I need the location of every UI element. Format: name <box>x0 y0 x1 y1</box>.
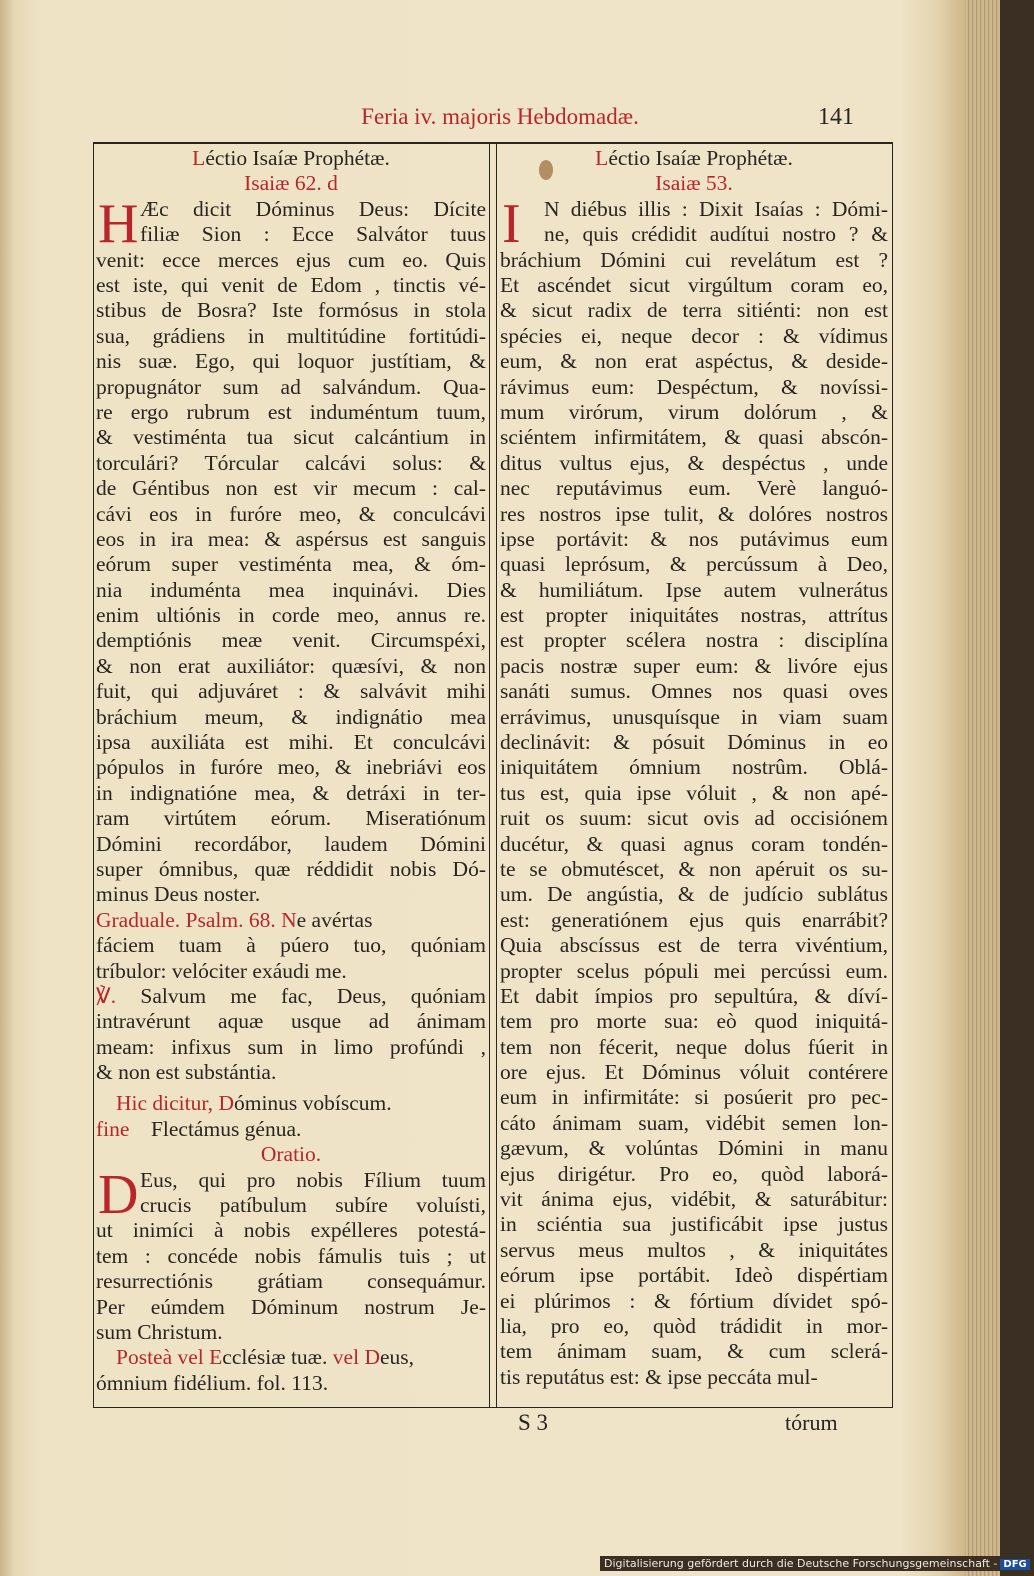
catchword: tórum <box>785 1410 838 1435</box>
lesson-heading-text: éctio Isaíæ Prophétæ. <box>608 146 793 170</box>
left-lines <box>96 192 486 908</box>
lesson-body-right <box>500 192 888 1390</box>
page-edge <box>965 0 1000 1576</box>
rubric-fine-line <box>96 1117 486 1142</box>
versicle-line: intravérunt aquæ usque ad ánimam <box>96 1009 486 1034</box>
digitization-note <box>600 1556 1034 1571</box>
text-line: eum, & non erat aspéctus, & deside- <box>500 349 888 374</box>
text-line: & non erat auxiliátor: quæsívi, & non <box>96 653 486 678</box>
versicle-symbol: ℣. <box>96 983 117 1008</box>
text-line: ipsa auxiliáta est mihi. Et conculcávi <box>96 730 486 755</box>
lesson-initial: L <box>192 146 206 170</box>
lesson-heading-text: éctio Isaíæ Prophétæ. <box>205 146 390 170</box>
text-line: fuit, qui adjuváret : & salvávit mihi <box>96 679 486 704</box>
text-line: sanáti sumus. Omnes nos quasi oves <box>500 679 888 704</box>
text-line: ruit os suum: sicut ovis ad occisiónem <box>500 806 888 831</box>
text-line: declinávit: & pósuit Dóminus in eo <box>500 730 888 755</box>
text-line: Per eúmdem Dóminum nostrum Je- <box>96 1294 486 1319</box>
text-line: quasi leprósum, & percússum à Deo, <box>500 552 888 577</box>
text-line: est propter iniquitátes nostras, attrítus <box>500 603 888 628</box>
text-line: sum Christum. <box>96 1320 223 1345</box>
text-line: ipse portávit: & nos putávimus eum <box>500 526 888 551</box>
rubric-fine-text: Flectámus génua. <box>150 1116 302 1141</box>
graduale-line: tríbulor: velóciter exáudi me. <box>96 958 347 983</box>
right-column <box>500 146 888 1390</box>
text-line: lia, pro eo, quòd trádidit in mor- <box>500 1314 888 1338</box>
text-line: propugnátor sum ad salvándum. Qua- <box>96 374 486 399</box>
column-divider <box>489 142 497 1407</box>
text-line: Eus, qui pro nobis Fílium tuum <box>140 1167 486 1192</box>
text-line: est iste, qui venit de Edom , tinctis vé- <box>96 272 486 297</box>
text-line: eórum super vestiménta mea, & óm- <box>96 552 486 577</box>
text-line: pópulos in furóre meo, & inebriávi eos <box>96 755 486 780</box>
dropcap-letter: H <box>98 192 139 255</box>
text-line: ditus vultus ejus, & despéctus , unde <box>500 450 888 475</box>
text-line: propter scelus pópuli mei percússi eum. <box>500 958 888 983</box>
rubric-hic-text: óminus vobíscum. <box>233 1091 392 1116</box>
postea-text-2: eus, <box>379 1345 415 1370</box>
text-line: Et ascéndet sicut virgúltum coram eo, <box>500 272 888 297</box>
text-line: de Géntibus non est vir mecum : cal- <box>96 476 486 501</box>
postea-label: Posteà vel <box>116 1345 204 1370</box>
lesson-reference-left: Isaiæ 62. d <box>244 171 338 196</box>
text-line: sua, grádiens in multitúdine fortitúdi- <box>96 323 486 348</box>
text-line: ut inimíci à nobis expélleres potestá- <box>96 1218 486 1243</box>
text-line: mum virórum, virum dolórum , & <box>500 399 888 424</box>
oratio-heading: Oratio. <box>260 1142 322 1167</box>
versicle-line: & non est substántia. <box>96 1060 277 1085</box>
text-line: re ergo rubrum est induméntum tuum, <box>96 399 486 424</box>
text-line: ne, quis crédidit audítui nostro ? & <box>544 222 888 247</box>
text-line: tis reputátus est: & ipse peccáta mul- <box>500 1364 818 1389</box>
text-line: venit: ecce merces ejus cum eo. Quis <box>96 247 486 272</box>
rubric-hic-line <box>96 1091 486 1116</box>
text-line: & humiliátum. Ipse autem vulnerátus <box>500 577 888 602</box>
oratio-body <box>96 1163 486 1346</box>
text-line: demptiónis meæ venit. Circumspéxi, <box>96 628 486 653</box>
signature-mark: S 3 <box>518 1410 549 1435</box>
dfg-logo: DFG <box>1000 1559 1029 1570</box>
text-line: errávimus, unusquísque in viam suam <box>500 704 888 729</box>
lesson-heading-right <box>500 146 888 171</box>
text-line: iniquitátem ómnium nostrûm. Oblá- <box>500 755 888 780</box>
text-line: minus Deus noster. <box>96 882 261 907</box>
text-line: filiæ Sion : Ecce Salvátor tuus <box>140 222 486 247</box>
text-line: rávimus eum: Despéctum, & novíssi- <box>500 374 888 399</box>
graduale-line: fáciem tuam à púero tuo, quóniam <box>96 933 486 958</box>
text-line: super ómnibus, quæ réddidit nobis Dó- <box>96 856 486 881</box>
text-line: tem pro morte sua: eò quod iniquitá- <box>500 1009 888 1034</box>
text-line: crucis patíbulum subíre voluísti, <box>140 1193 486 1218</box>
text-line: cáto ánimam suam, vidébit semen lon- <box>500 1110 888 1135</box>
text-line: stibus de Bosra? Iste formósus in stola <box>96 298 486 323</box>
graduale-line <box>96 908 486 933</box>
text-line: nia induménta mea inquinávi. Dies <box>96 577 486 602</box>
text-line: enim ultiónis in corde meo, annus re. <box>96 603 486 628</box>
postea-initial-d: D <box>364 1345 380 1370</box>
text-line: res nostros ipse tulit, & dolóres nostros <box>500 501 888 526</box>
postea-vel: vel <box>332 1345 360 1370</box>
digitization-text: Digitalisierung gefördert durch die Deutsche Forschungsgemeinschaft - <box>604 1557 998 1570</box>
postea-line-2: ómnium fidélium. fol. 113. <box>96 1370 329 1395</box>
postea-line <box>96 1345 486 1370</box>
text-line: & sicut radix de terra sitiénti: non est <box>500 298 888 323</box>
text-line: bráchium Dómini cui revelátum est ? <box>500 247 888 272</box>
lesson-body-left <box>96 192 486 908</box>
text-line: N diébus illis : Dixit Isaías : Dómi- <box>544 196 888 221</box>
text-line: pacis nostræ super eum: & livóre ejus <box>500 653 888 678</box>
page-number: 141 <box>818 104 854 130</box>
text-line: servus meus multos , & iniquitátes <box>500 1237 888 1262</box>
text-line: tem ánimam suam, & cum sclerá- <box>500 1339 888 1364</box>
rubric-fine: fine <box>96 1116 130 1141</box>
text-line: eórum ipse portábit. Ideò dispértiam <box>500 1263 888 1288</box>
dropcap-letter: I <box>502 192 521 255</box>
graduale-initial: N <box>281 907 297 932</box>
text-line: est: generatiónem ejus quis enarrábit? <box>500 907 888 932</box>
versicle-text: Salvum me fac, Deus, quóniam <box>140 983 487 1008</box>
text-line: Quia abscíssus est de terra vivéntium, <box>500 933 888 958</box>
text-line: um. De angústia, & de judício sublátus <box>500 882 888 907</box>
left-column <box>96 146 486 1396</box>
text-line: eos in ira mea: & aspérsus est sanguis <box>96 526 486 551</box>
text-line: ei plúrimos : & fórtium dívidet spó- <box>500 1288 888 1313</box>
text-line: vit ánima ejus, vidébit, & saturábitur: <box>500 1187 888 1212</box>
text-line: est propter scélera nostra : disciplína <box>500 628 888 653</box>
text-line: in indignatióne mea, & detráxi in ter- <box>96 780 486 805</box>
text-line: tem non fécerit, neque dolus fúerit in <box>500 1034 888 1059</box>
oratio-dropcap: D <box>98 1163 139 1226</box>
running-head: Feria iv. majoris Hebdomadæ. <box>361 104 639 129</box>
oratio-lines <box>96 1163 486 1346</box>
text-line: bráchium meum, & indignátio mea <box>96 704 486 729</box>
text-line: ram virtútem eórum. Miseratiónum <box>96 806 486 831</box>
text-line: eum in infirmitáte: si posúerit pro pec- <box>500 1085 888 1110</box>
text-line: Dómini recordábor, laudem Dómini <box>96 831 486 856</box>
versicle-line <box>96 984 486 1009</box>
text-line: tus est, quia ipse vóluit , & non apé- <box>500 780 888 805</box>
text-line: ore ejus. Et Dóminus vóluit contérere <box>500 1060 888 1085</box>
text-line: ejus dirigétur. Pro eo, quòd laborá- <box>500 1161 888 1186</box>
text-line: & vestiménta tua sicut calcántium in <box>96 425 486 450</box>
text-line: spécies ei, neque decor : & vídimus <box>500 323 888 348</box>
text-line: sciéntem infirmitátem, & quasi abscón- <box>500 425 888 450</box>
lesson-initial: L <box>595 146 609 170</box>
text-line: te se obmutéscet, & non apéruit os su- <box>500 856 888 881</box>
rubric-hic-initial: D <box>218 1091 234 1116</box>
text-line: Et dabit ímpios pro sepultúra, & díví- <box>500 983 888 1008</box>
versicle-line: meam: infixus sum in limo profúndi , <box>96 1034 486 1059</box>
text-line: torculári? Tórcular calcávi solus: & <box>96 450 486 475</box>
lesson-heading-left <box>96 146 486 171</box>
text-line: gævum, & volúntas Dómini in manu <box>500 1136 888 1161</box>
text-line: ducétur, & quasi agnus coram tondén- <box>500 831 888 856</box>
text-line: Æc dicit Dóminus Deus: Dícite <box>140 196 486 221</box>
text-line: in sciéntia sua justificábit ipse justus <box>500 1212 888 1237</box>
graduale-first: e avértas <box>296 907 373 932</box>
lesson-reference-right: Isaiæ 53. <box>655 171 733 196</box>
right-lines <box>500 192 888 1390</box>
text-line: tem : concéde nobis fámulis tuis ; ut <box>96 1243 486 1268</box>
text-line: nis suæ. Ego, qui loquor justítiam, & <box>96 349 486 374</box>
text-line: resurrectiónis grátiam consequámur. <box>96 1269 486 1294</box>
graduale-label: Graduale. Psalm. 68. <box>96 907 276 932</box>
postea-text-1: cclésiæ tuæ. <box>222 1345 328 1370</box>
postea-initial-e: E <box>209 1345 223 1370</box>
text-line: nec reputávimus eum. Verè languó- <box>500 476 888 501</box>
rubric-hic: Hic dicitur, <box>116 1091 214 1116</box>
text-line: cávi eos in furóre meo, & conculcávi <box>96 501 486 526</box>
